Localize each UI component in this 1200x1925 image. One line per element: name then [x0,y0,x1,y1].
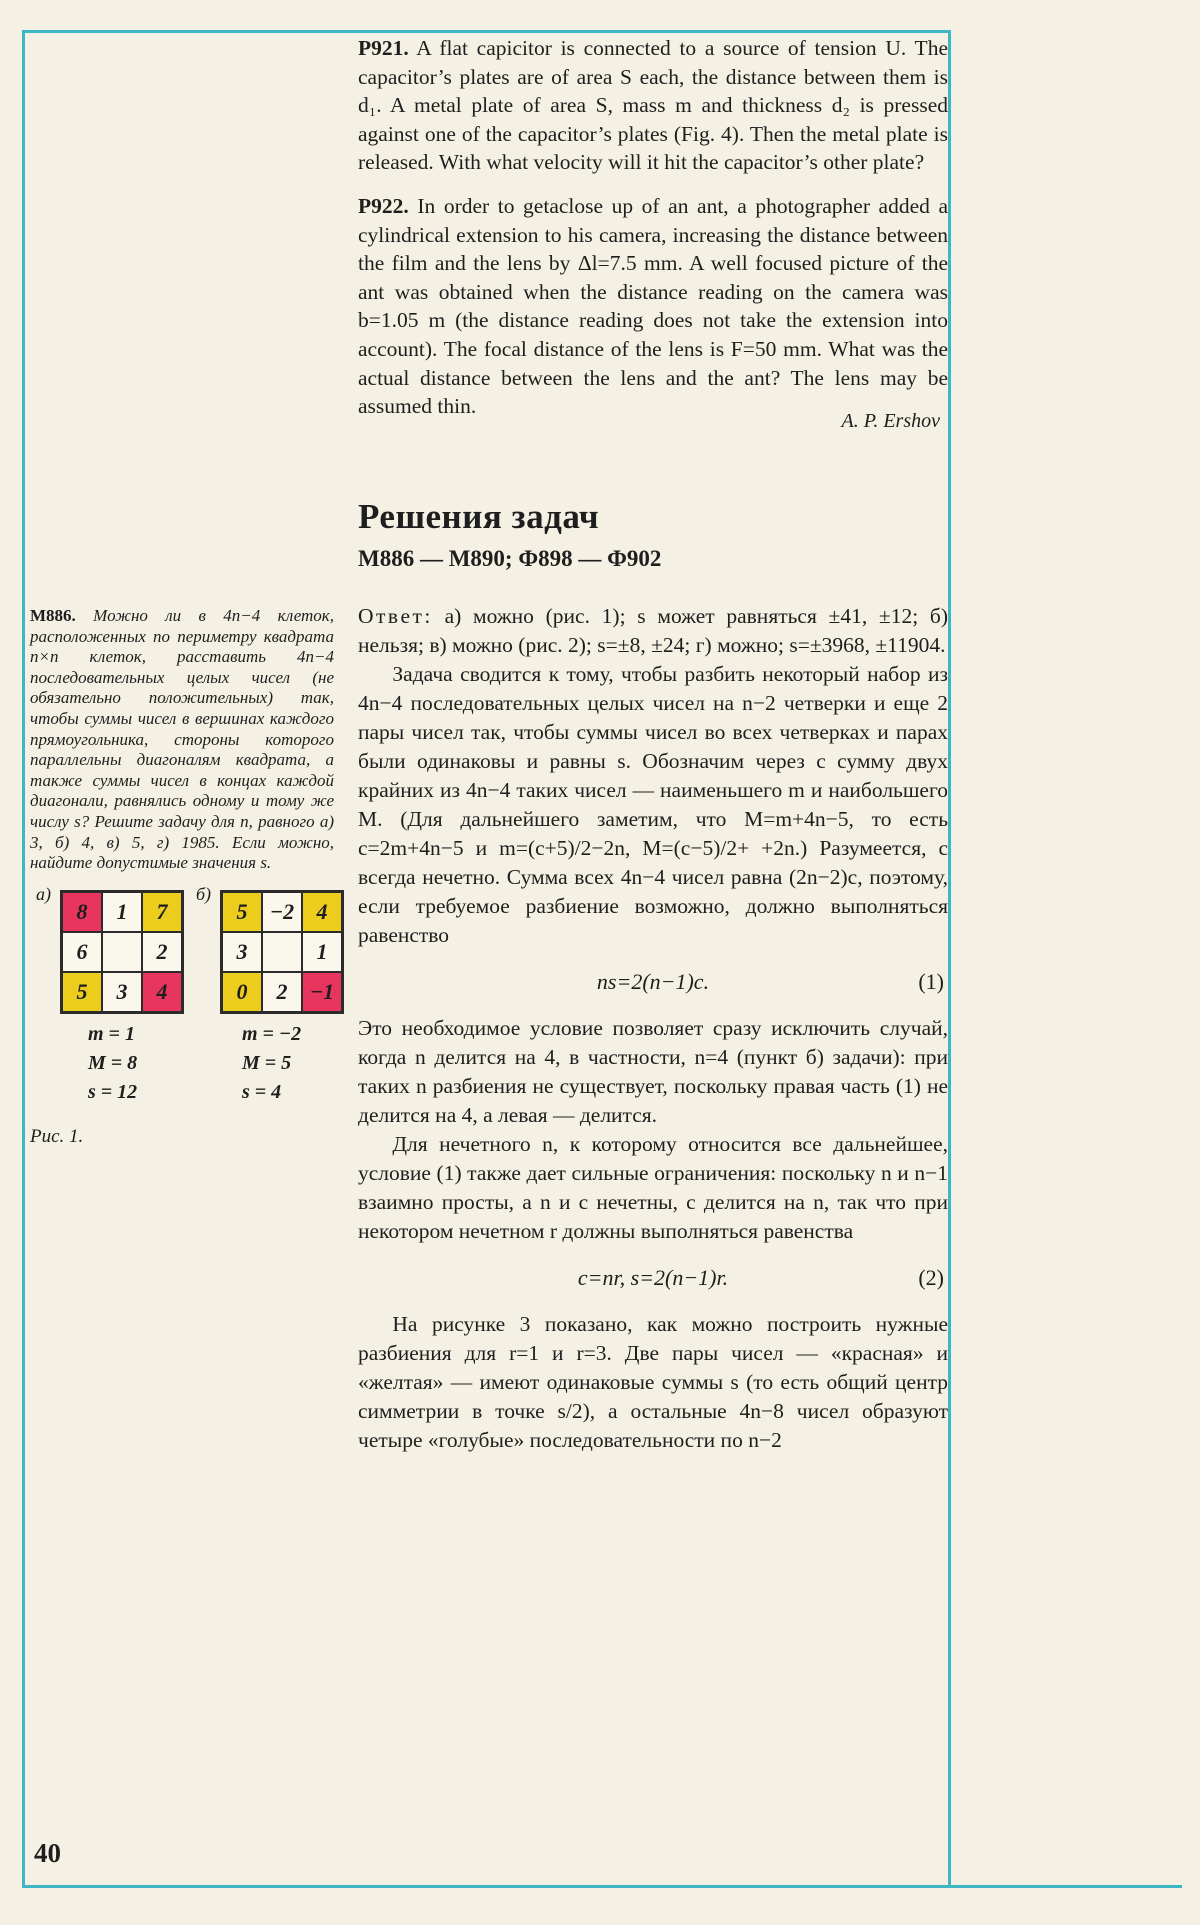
grid-a-cell: 8 [62,892,102,932]
solution-paragraph-3: Для нечетного n, к которому относится все дальнейшее, условие (1) также дает сильные ограничения: поскольку n и n−1 взаимно просты, а n и c нечетны, c делится на n, так что при некотором нечетном r должны выполняться равенства [358,1132,948,1243]
grid-b-cell: 3 [222,932,262,972]
page-border-right [948,30,951,1888]
figure1-label-a: а) [36,883,51,904]
figure1-stats [30,1020,334,1112]
grid-a-cell: 7 [142,892,182,932]
solution-paragraph-1: Задача сводится к тому, чтобы разбить некоторый набор из 4n−4 последовательных целых чисел на n−2 четверки и еще 2 пары чисел так, чтобы суммы чисел во всех четверках и парах были одинаковы и равны s. Обозначим через c сумму двух крайних из 4n−4 таких чисел — наименьшего m и наибольшего M. (Для дальнейшего заметим, что M=m+4n−5, то есть c=2m+4n−5 и m=(c+5)/2−2n, M=(c−5)/2+ +2n.) Разумеется, c всегда нечетно. Сумма всех 4n−4 чисел равна (2n−2)c, поэтому, если требуемое разбиение возможно, должно выполняться равенство [358,662,948,947]
grid-a [60,890,184,1014]
grid-a-stat-M: M = 8 [88,1051,138,1074]
grid-a-cell: 5 [62,972,102,1012]
equation-1 [358,967,948,996]
m886-statement [30,606,334,874]
equation-2 [358,1263,948,1292]
grid-b-cell [262,932,302,972]
grid-b-cell: 2 [262,972,302,1012]
grid-b-stat-m: m = −2 [242,1022,302,1045]
solution-column [358,602,948,1455]
figure1-grid-b [196,883,344,1014]
m886-text: Можно ли в 4n−4 клеток, расположенных по периметру квадрата n×n клеток, расставить 4n−4 последовательных целых чисел (не обязательно положительных) так, чтобы суммы чисел в вершинах каждого прямоугольника, стороны которого параллельны диагоналям квадрата, а также суммы чисел в концах каждой диагонали, равнялись одному и тому же числу s? Решите задачу для n, равного а) 3, б) 4, в) 5, г) 1985. Если можно, найдите допустимые значения s. [30,606,335,873]
figure1-caption: Рис. 1. [30,1125,84,1147]
page-border-top [22,30,951,33]
problem-p921-text: A flat capicitor is connected to a source of tension U. The capacitor’s plates are of area S each, the distance between them is d₁. A metal plate of area S, mass m and thickness d₂ is pressed against one of the capacitor’s plates (Fig. 4). Then the metal plate is released. With what velocity will it hit the capacitor’s other plate? [358,36,948,175]
grid-a-cell: 4 [142,972,182,1012]
solution-paragraph-2: Это необходимое условие позволяет сразу исключить случай, когда n делится на 4, в частности, n=4 (пункт б) задачи): при таких n разбиения не существует, поскольку правая часть (1) не делится на 4, а левая — делится. [358,1016,948,1127]
grid-b [220,890,344,1014]
grid-b-cell: 1 [302,932,342,972]
problem-author: A. P. Ershov [841,409,940,432]
grid-b-cell: −1 [302,972,342,1012]
equation-2-number: (2) [918,1265,944,1290]
solution-answer-label: Ответ: [358,604,433,628]
m886-label: М886. [30,606,76,625]
page-border-bottom [22,1885,1182,1888]
problem-p922-label: P922. [358,193,409,218]
m886-column [30,606,334,1148]
grid-b-stats [242,1020,301,1107]
problem-p921 [358,34,948,177]
problem-p922-text: In order to getaclose up of an ant, a photographer added a cylindrical extension to his camera, increasing the distance between the film and the lens by Δl=7.5 mm. A well focused picture of the ant was obtained when the distance reading on the camera was b=1.05 m (the distance reading does not take the extension into account). The focal distance of the lens is F=50 mm. What was the actual distance between the lens and the ant? The lens may be assumed thin. [358,193,949,419]
grid-b-cell: 0 [222,972,262,1012]
grid-a-stat-s: s = 12 [88,1080,138,1103]
grid-b-cell: −2 [262,892,302,932]
grid-a-cell: 2 [142,932,182,972]
figure1-label-b: б) [196,883,212,904]
problem-p922 [358,192,948,421]
grid-a-cell: 1 [102,892,142,932]
grid-b-cell: 5 [222,892,262,932]
equation-1-number: (1) [918,969,944,994]
grid-a-cell: 3 [102,972,142,1012]
grid-a-stat-m: m = 1 [88,1022,135,1045]
solution-paragraph-4: На рисунке 3 показано, как можно построить нужные разбиения для r=1 и r=3. Две пары чисел — «красная» и «желтая» — имеют одинаковые суммы s (то есть общий центр симметрии в точке s/2), а остальные 4n−8 чисел образуют четыре «голубые» последовательности по n−2 [358,1312,948,1452]
solution-answer-text: а) можно (рис. 1); s может равняться ±41, ±12; б) нельзя; в) можно (рис. 2); s=±8, ±24; г) можно; s=±3968, ±11904. [358,604,949,657]
solutions-range: М886 — М890; Ф898 — Ф902 [358,546,662,571]
grid-a-cell [102,932,142,972]
grid-a-cell: 6 [62,932,102,972]
grid-b-cell: 4 [302,892,342,932]
problem-p921-label: P921. [358,36,409,60]
solution-answer [358,602,948,660]
solutions-title: Решения задач [358,497,600,536]
figure1 [30,883,335,1014]
equation-1-body: ns=2(n−1)c. [596,969,710,994]
page-border-left [22,30,25,1888]
figure1-grid-a [36,883,184,1014]
problems-column [358,34,948,435]
solutions-header [358,497,948,572]
page-number: 40 [34,1838,61,1868]
grid-a-stats [88,1020,137,1107]
grid-b-stat-M: M = 5 [242,1051,292,1074]
grid-b-stat-s: s = 4 [242,1080,282,1103]
equation-2-body: c=nr, s=2(n−1)r. [577,1265,729,1290]
